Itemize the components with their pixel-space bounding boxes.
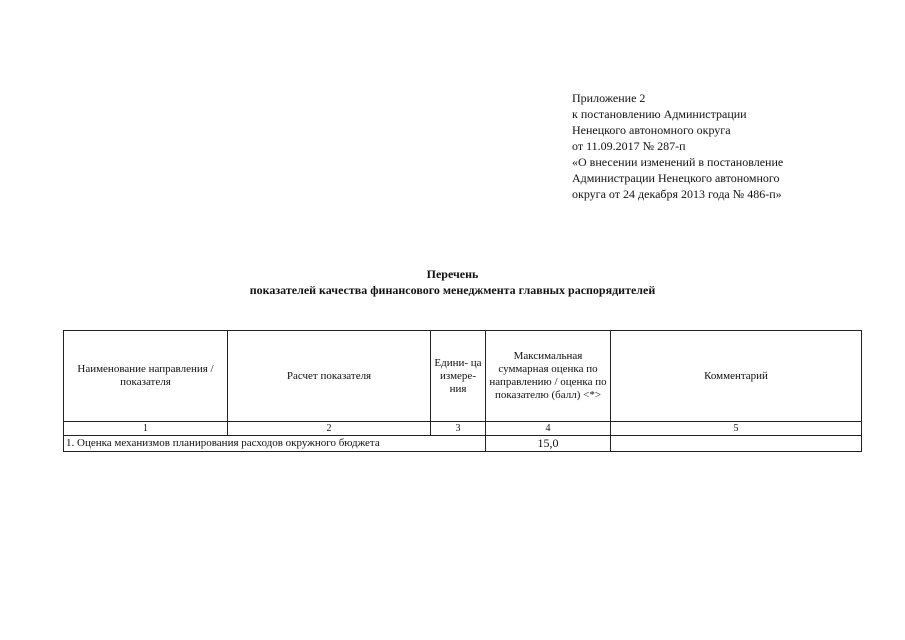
appendix-line: к постановлению Администрации — [572, 107, 747, 121]
appendix-line: Администрации Ненецкого автономного — [572, 171, 780, 185]
appendix-line: «О внесении изменений в постановление — [572, 155, 784, 169]
title-line-2: показателей качества финансового менеджмента главных распорядителей — [249, 283, 656, 297]
appendix-header — [572, 90, 862, 202]
header-unit: Едини- ца измере- ния — [431, 331, 486, 422]
column-number: 2 — [228, 422, 431, 436]
appendix-line: от 11.09.2017 № 287-п — [572, 139, 686, 153]
table-header-row — [64, 331, 862, 422]
column-number: 3 — [431, 422, 486, 436]
row-comment — [611, 436, 862, 452]
appendix-line: Ненецкого автономного округа — [572, 123, 731, 137]
row-name: 1. Оценка механизмов планирования расходов окружного бюджета — [64, 436, 486, 452]
table-row — [64, 436, 862, 452]
column-number-row — [64, 422, 862, 436]
header-name: Наименование направления /показателя — [64, 331, 228, 422]
appendix-line: Приложение 2 — [572, 91, 646, 105]
indicators-table — [63, 330, 862, 452]
document-title — [0, 266, 905, 298]
row-max-score: 15,0 — [486, 436, 611, 452]
column-number: 1 — [64, 422, 228, 436]
header-calc: Расчет показателя — [228, 331, 431, 422]
title-line-1: Перечень — [426, 267, 479, 281]
header-max-score: Максимальная суммарная оценка по направлению / оценка по показателю (балл) <*> — [486, 331, 611, 422]
appendix-line: округа от 24 декабря 2013 года № 486-п» — [572, 187, 782, 201]
column-number: 5 — [611, 422, 862, 436]
column-number: 4 — [486, 422, 611, 436]
header-comment: Комментарий — [611, 331, 862, 422]
